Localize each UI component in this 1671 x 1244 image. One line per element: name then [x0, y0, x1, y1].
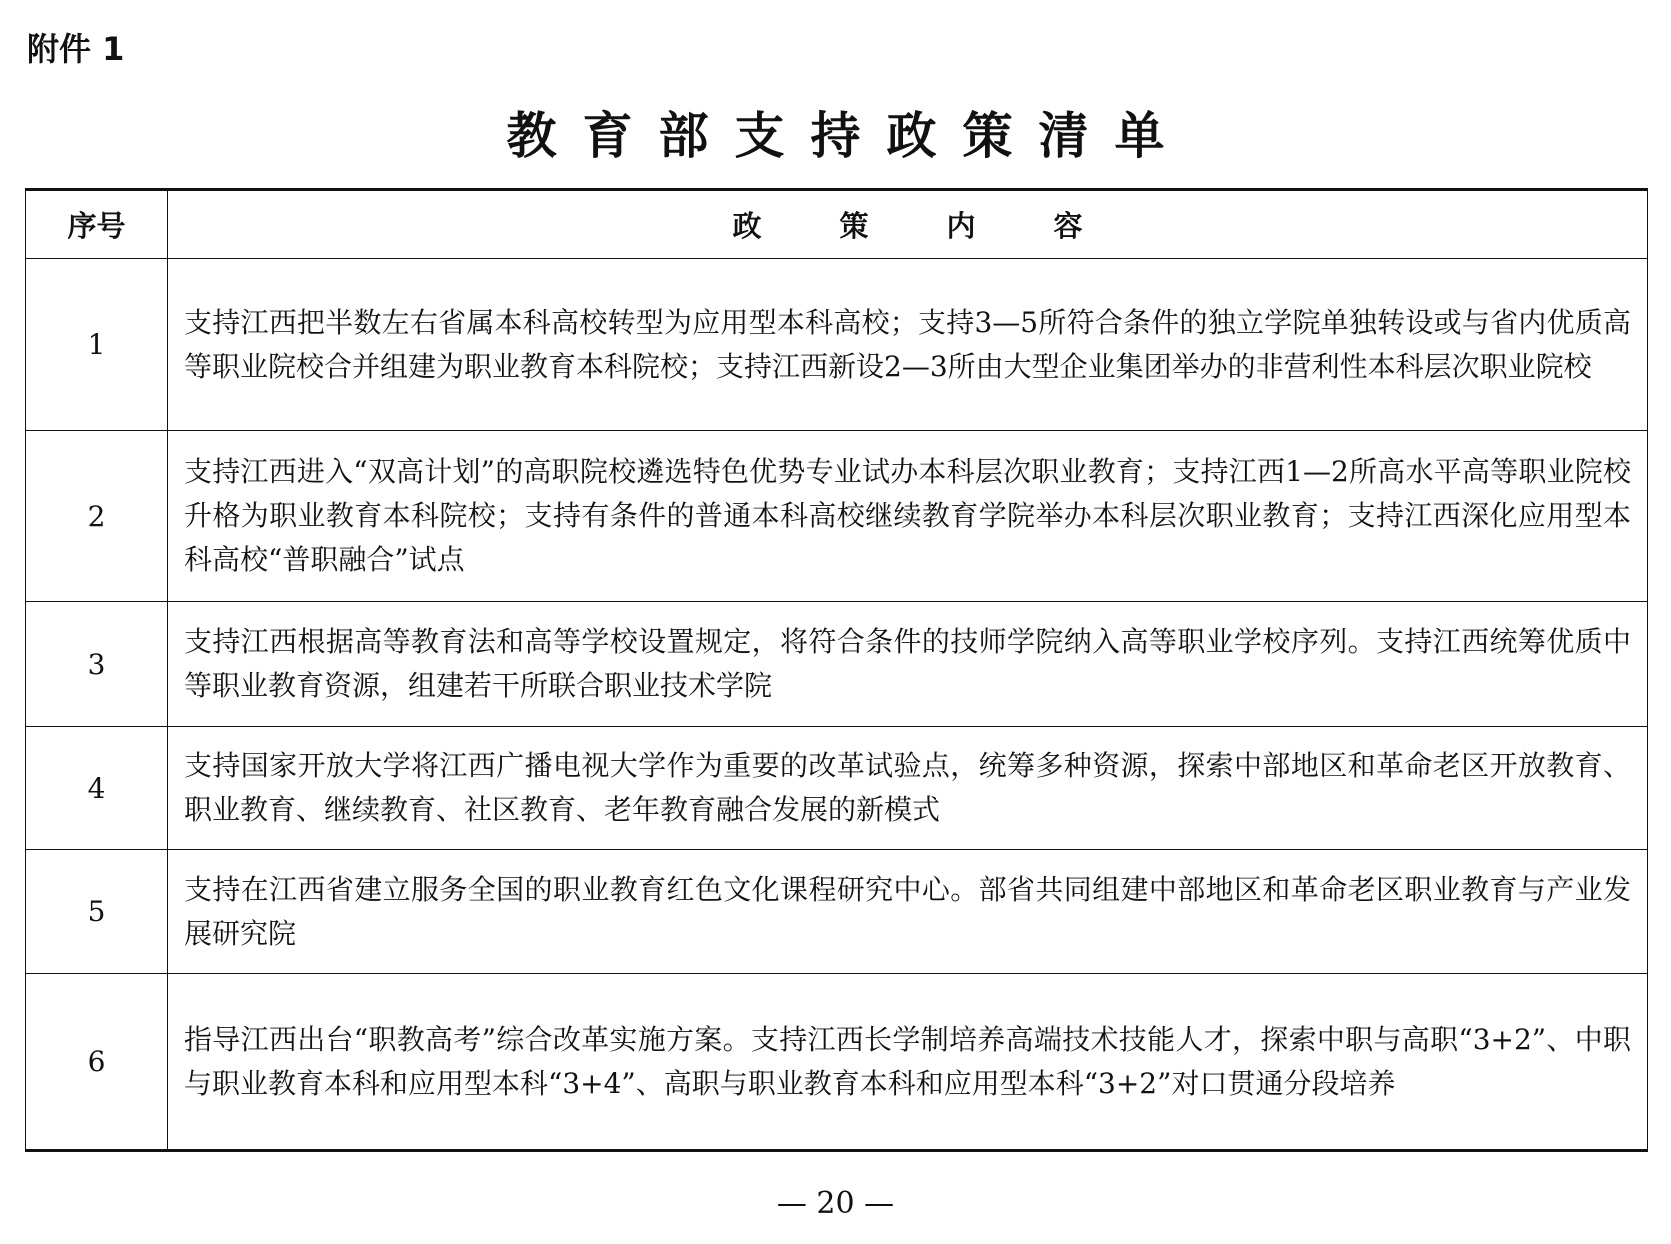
table-row	[26, 602, 1648, 727]
row-content: 支持国家开放大学将江西广播电视大学作为重要的改革试验点，统筹多种资源，探索中部地区和革命老区开放教育、职业教育、继续教育、社区教育、老年教育融合发展的新模式	[168, 727, 1648, 850]
table-row	[26, 259, 1648, 431]
row-number: 5	[26, 850, 168, 974]
table-row	[26, 974, 1648, 1151]
row-number: 2	[26, 431, 168, 602]
policy-table	[25, 188, 1648, 1152]
row-number: 3	[26, 602, 168, 727]
table-row	[26, 727, 1648, 850]
row-number: 1	[26, 259, 168, 431]
page-number: — 20 —	[776, 1186, 895, 1221]
row-content: 支持在江西省建立服务全国的职业教育红色文化课程研究中心。部省共同组建中部地区和革命老区职业教育与产业发展研究院	[168, 850, 1648, 974]
row-content: 支持江西根据高等教育法和高等学校设置规定，将符合条件的技师学院纳入高等职业学校序列。支持江西统筹优质中等职业教育资源，组建若干所联合职业技术学院	[168, 602, 1648, 727]
row-number: 6	[26, 974, 168, 1151]
attachment-label: 附件 1	[27, 30, 125, 68]
row-content: 支持江西把半数左右省属本科高校转型为应用型本科高校；支持3—5所符合条件的独立学院单独转设或与省内优质高等职业院校合并组建为职业教育本科院校；支持江西新设2—3所由大型企业集团举办的非营利性本科层次职业院校	[168, 259, 1648, 431]
header-number: 序号	[26, 190, 168, 259]
header-content: 政策内容	[168, 190, 1648, 259]
table-header-row	[26, 190, 1648, 259]
row-number: 4	[26, 727, 168, 850]
row-content: 支持江西进入“双高计划”的高职院校遴选特色优势专业试办本科层次职业教育；支持江西1—2所高水平高等职业院校升格为职业教育本科院校；支持有条件的普通本科高校继续教育学院举办本科层次职业教育；支持江西深化应用型本科高校“普职融合”试点	[168, 431, 1648, 602]
table-row	[26, 431, 1648, 602]
row-content: 指导江西出台“职教高考”综合改革实施方案。支持江西长学制培养高端技术技能人才，探索中职与高职“3+2”、中职与职业教育本科和应用型本科“3+4”、高职与职业教育本科和应用型本科“3+2”对口贯通分段培养	[168, 974, 1648, 1151]
document-title: 教育部支持政策清单	[506, 106, 1191, 165]
table-row	[26, 850, 1648, 974]
